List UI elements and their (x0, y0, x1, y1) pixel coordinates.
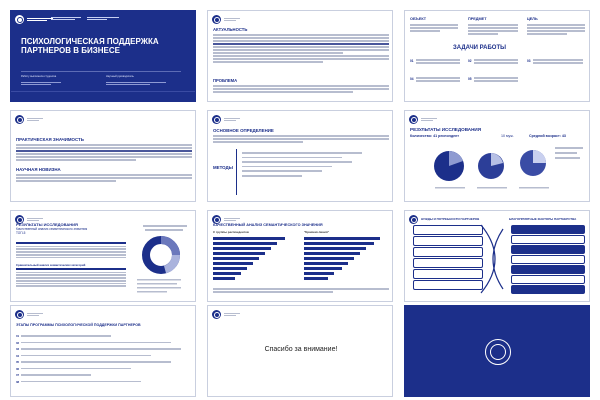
department-block (51, 16, 81, 21)
left-chart-label: С группы респондентов (213, 230, 249, 234)
task-text-03 (533, 58, 583, 65)
slide-significance[interactable] (10, 110, 196, 202)
slide-objectives[interactable] (404, 10, 590, 102)
relevance-text (213, 33, 389, 64)
slide-program-stages[interactable] (10, 305, 196, 397)
slide-header (212, 310, 240, 319)
subject-text (468, 23, 518, 36)
slide-header (212, 15, 240, 24)
tasks-heading: ЗАДАЧИ РАБОТЫ (453, 45, 506, 51)
section-heading-relevance: АКТУАЛЬНОСТЬ (213, 27, 248, 32)
methods-list (242, 149, 362, 180)
supervisor-details (106, 81, 166, 86)
connector-arc (479, 221, 509, 297)
hse-logo-icon (409, 115, 418, 124)
results-subtitle: Качественный анализ семантического значения ТОП-5 (16, 227, 88, 235)
pie-charts (405, 141, 590, 201)
stage-number: 03 (16, 347, 20, 351)
methods-bracket (236, 149, 240, 195)
task-number-04: 04 (410, 77, 414, 81)
stage-number: 07 (16, 373, 20, 377)
hse-logo-icon (15, 115, 24, 124)
respondent-count: Количество: 41 респондент (410, 134, 460, 138)
section-heading-problem: ПРОБЛЕМА (213, 78, 238, 83)
donut-chart (135, 225, 195, 301)
table-title: Сравнительный анализ семантических категорий (16, 263, 86, 267)
needs-heading: НУЖДЫ И ПОТРЕБНОСТИ ПАРТНЕРОВ (421, 217, 480, 221)
section-heading-practical: ПРАКТИЧЕСКАЯ ЗНАЧИМОСТЬ (16, 137, 84, 142)
slide-thanks[interactable] (207, 305, 393, 397)
slide-closing[interactable] (404, 305, 590, 397)
object-heading: ОБЪЕКТ (410, 17, 427, 21)
task-number-02: 02 (468, 59, 472, 63)
stage-number: 06 (16, 366, 20, 371)
definition-text (213, 134, 389, 144)
thanks-text: Спасибо за внимание! (264, 346, 338, 353)
slide-relevance[interactable] (207, 10, 393, 102)
slide-results-pies[interactable] (404, 110, 590, 202)
hse-logo-icon (212, 310, 221, 319)
problem-text (213, 84, 389, 94)
section-heading-novelty: НАУЧНАЯ НОВИЗНА (16, 167, 61, 172)
stage-number: 04 (16, 353, 20, 358)
slide-qualitative[interactable] (207, 210, 393, 302)
average-age: Средний возраст: 43 (529, 134, 566, 138)
goal-heading: ЦЕЛЬ (527, 17, 538, 21)
task-number-01: 01 (410, 59, 414, 63)
section-heading-definition: ОСНОВНОЕ ОПРЕДЕЛЕНИЕ (213, 128, 274, 133)
task-number-05: 05 (468, 77, 472, 81)
hse-logo-icon (409, 215, 418, 224)
hse-logo-icon (212, 115, 221, 124)
top5-table (16, 242, 126, 259)
qualitative-note (213, 287, 389, 294)
stage-number: 02 (16, 340, 20, 345)
slide-title[interactable] (10, 10, 196, 102)
men-count: 10 муж. (501, 134, 514, 138)
slide-definition[interactable] (207, 110, 393, 202)
results-heading: РЕЗУЛЬТАТЫ ИССЛЕДОВАНИЯ (410, 127, 482, 132)
subject-heading: ПРЕДМЕТ (468, 17, 487, 21)
stage-number: 01 (16, 334, 20, 338)
department-block-2 (87, 16, 119, 21)
stage-number: 08 (16, 379, 20, 384)
task-text-04 (416, 76, 460, 83)
task-number-03: 03 (527, 59, 531, 63)
results-heading: РЕЗУЛЬТАТЫ ИССЛЕДОВАНИЯ (16, 222, 78, 227)
practical-text (16, 143, 192, 162)
author-label: Работу выполнила студентка (21, 75, 57, 78)
slide-header (212, 115, 240, 124)
pie-slice-3 (533, 150, 546, 163)
hse-logo-icon (212, 15, 221, 24)
stage-number: 05 (16, 360, 20, 364)
stages-list (16, 334, 192, 386)
hse-emblem-icon (485, 339, 511, 365)
slide-header (409, 115, 437, 124)
stages-heading: ЭТАПЫ ПРОГРАММЫ ПСИХОЛОГИЧЕСКОЙ ПОДДЕРЖКИ ПАРТНЕРОВ (16, 323, 141, 327)
slide-header (15, 15, 53, 24)
divider (21, 71, 181, 72)
task-text-01 (416, 58, 460, 65)
slide-needs-factors[interactable] (404, 210, 590, 302)
section-heading-methods: МЕТОДЫ (213, 165, 233, 170)
novelty-text (16, 173, 192, 183)
comparison-table (16, 268, 126, 288)
right-chart-label: "Красная линия" (304, 230, 330, 234)
footer-band (11, 91, 196, 101)
hse-logo-icon (15, 310, 24, 319)
factors-heading: БЛАГОПРИЯТНЫЕ ФАКТОРЫ ПАРТНЕРСТВА (509, 217, 577, 221)
object-text (410, 23, 458, 33)
slide-results-table[interactable] (10, 210, 196, 302)
university-name (27, 17, 53, 22)
hse-logo-icon (15, 15, 24, 24)
slide-header (15, 115, 43, 124)
qualitative-heading: КАЧЕСТВЕННЫЙ АНАЛИЗ СЕМАНТИЧЕСКОГО ЗНАЧЕНИЯ (213, 223, 323, 227)
goal-text (527, 23, 585, 36)
task-text-05 (474, 76, 518, 83)
author-details (21, 81, 61, 86)
supervisor-label: Научный руководитель (106, 75, 134, 78)
slide-header (15, 310, 43, 319)
slide-header (409, 215, 418, 224)
presentation-title: ПСИХОЛОГИЧЕСКАЯ ПОДДЕРЖКА ПАРТНЕРОВ В БИЗНЕСЕ (21, 37, 159, 55)
task-text-02 (474, 58, 518, 65)
